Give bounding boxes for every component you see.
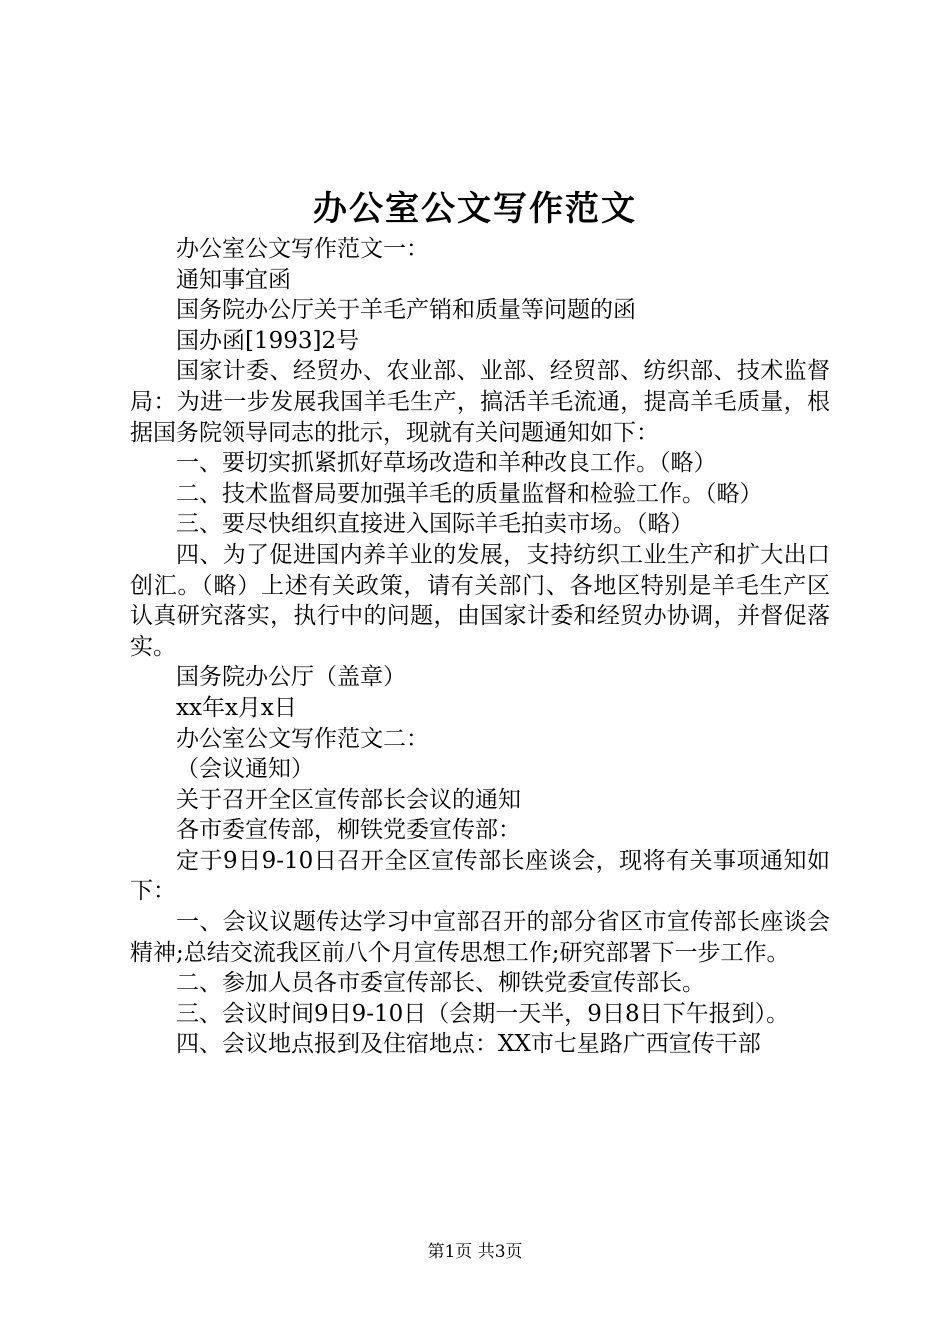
- paragraph: 办公室公文写作范文一：: [176, 236, 429, 262]
- paragraph: （会议通知）: [176, 756, 314, 783]
- paragraph: 国家计委、经贸办、农业部、业部、经贸部、纺织部、技术监督局：为进一步发展我国羊毛生产，搞活羊毛流通，提高羊毛质量，根据国务院领导同志的批示，现就有关问题通知如下：: [130, 358, 830, 446]
- page-number-footer: 第1页 共3页: [427, 1242, 523, 1262]
- paragraph: 定于9日9-10日召开全区宣传部长座谈会，现将有关事项通知如下：: [130, 847, 830, 905]
- paragraph: 一、会议议题传达学习中宣部召开的部分省区市宣传部长座谈会精神;总结交流我区前八个月宣传思想工作;研究部署下一步工作。: [130, 909, 830, 966]
- paragraph: 三、会议时间9日9-10日（会期一天半，9日8日下午报到）。: [176, 1000, 790, 1027]
- paragraph: 二、参加人员各市委宣传部长、柳铁党委宣传部长。: [176, 970, 705, 997]
- paragraph: 二、技术监督局要加强羊毛的质量监督和检验工作。（略）: [176, 480, 763, 507]
- document-title: 办公室公文写作范文: [313, 189, 637, 229]
- paragraph: 国务院办公厅（盖章）: [176, 664, 406, 691]
- paragraph: 通知事宜函: [176, 266, 291, 293]
- paragraph: 办公室公文写作范文二：: [176, 725, 429, 752]
- paragraph: 关于召开全区宣传部长会议的通知: [176, 786, 521, 813]
- paragraph: 四、为了促进国内养羊业的发展，支持纺织工业生产和扩大出口创汇。（略）上述有关政策，请有关部门、各地区特别是羊毛生产区认真研究落实，执行中的问题，由国家计委和经贸办协调，并督促落实。: [130, 541, 830, 660]
- document-body: [130, 234, 830, 1060]
- paragraph: 一、要切实抓紧抓好草场改造和羊种改良工作。（略）: [176, 450, 717, 477]
- paragraph: xx年x月x日: [176, 694, 297, 721]
- paragraph: 国办函[1993]2号: [176, 327, 360, 354]
- paragraph: 国务院办公厅关于羊毛产销和质量等问题的函: [176, 297, 636, 324]
- paragraph: 三、要尽快组织直接进入国际羊毛拍卖市场。（略）: [176, 511, 694, 538]
- paragraph: 四、会议地点报到及住宿地点：XX市七星路广西宣传干部: [176, 1031, 761, 1058]
- paragraph: 各市委宣传部，柳铁党委宣传部：: [176, 817, 521, 844]
